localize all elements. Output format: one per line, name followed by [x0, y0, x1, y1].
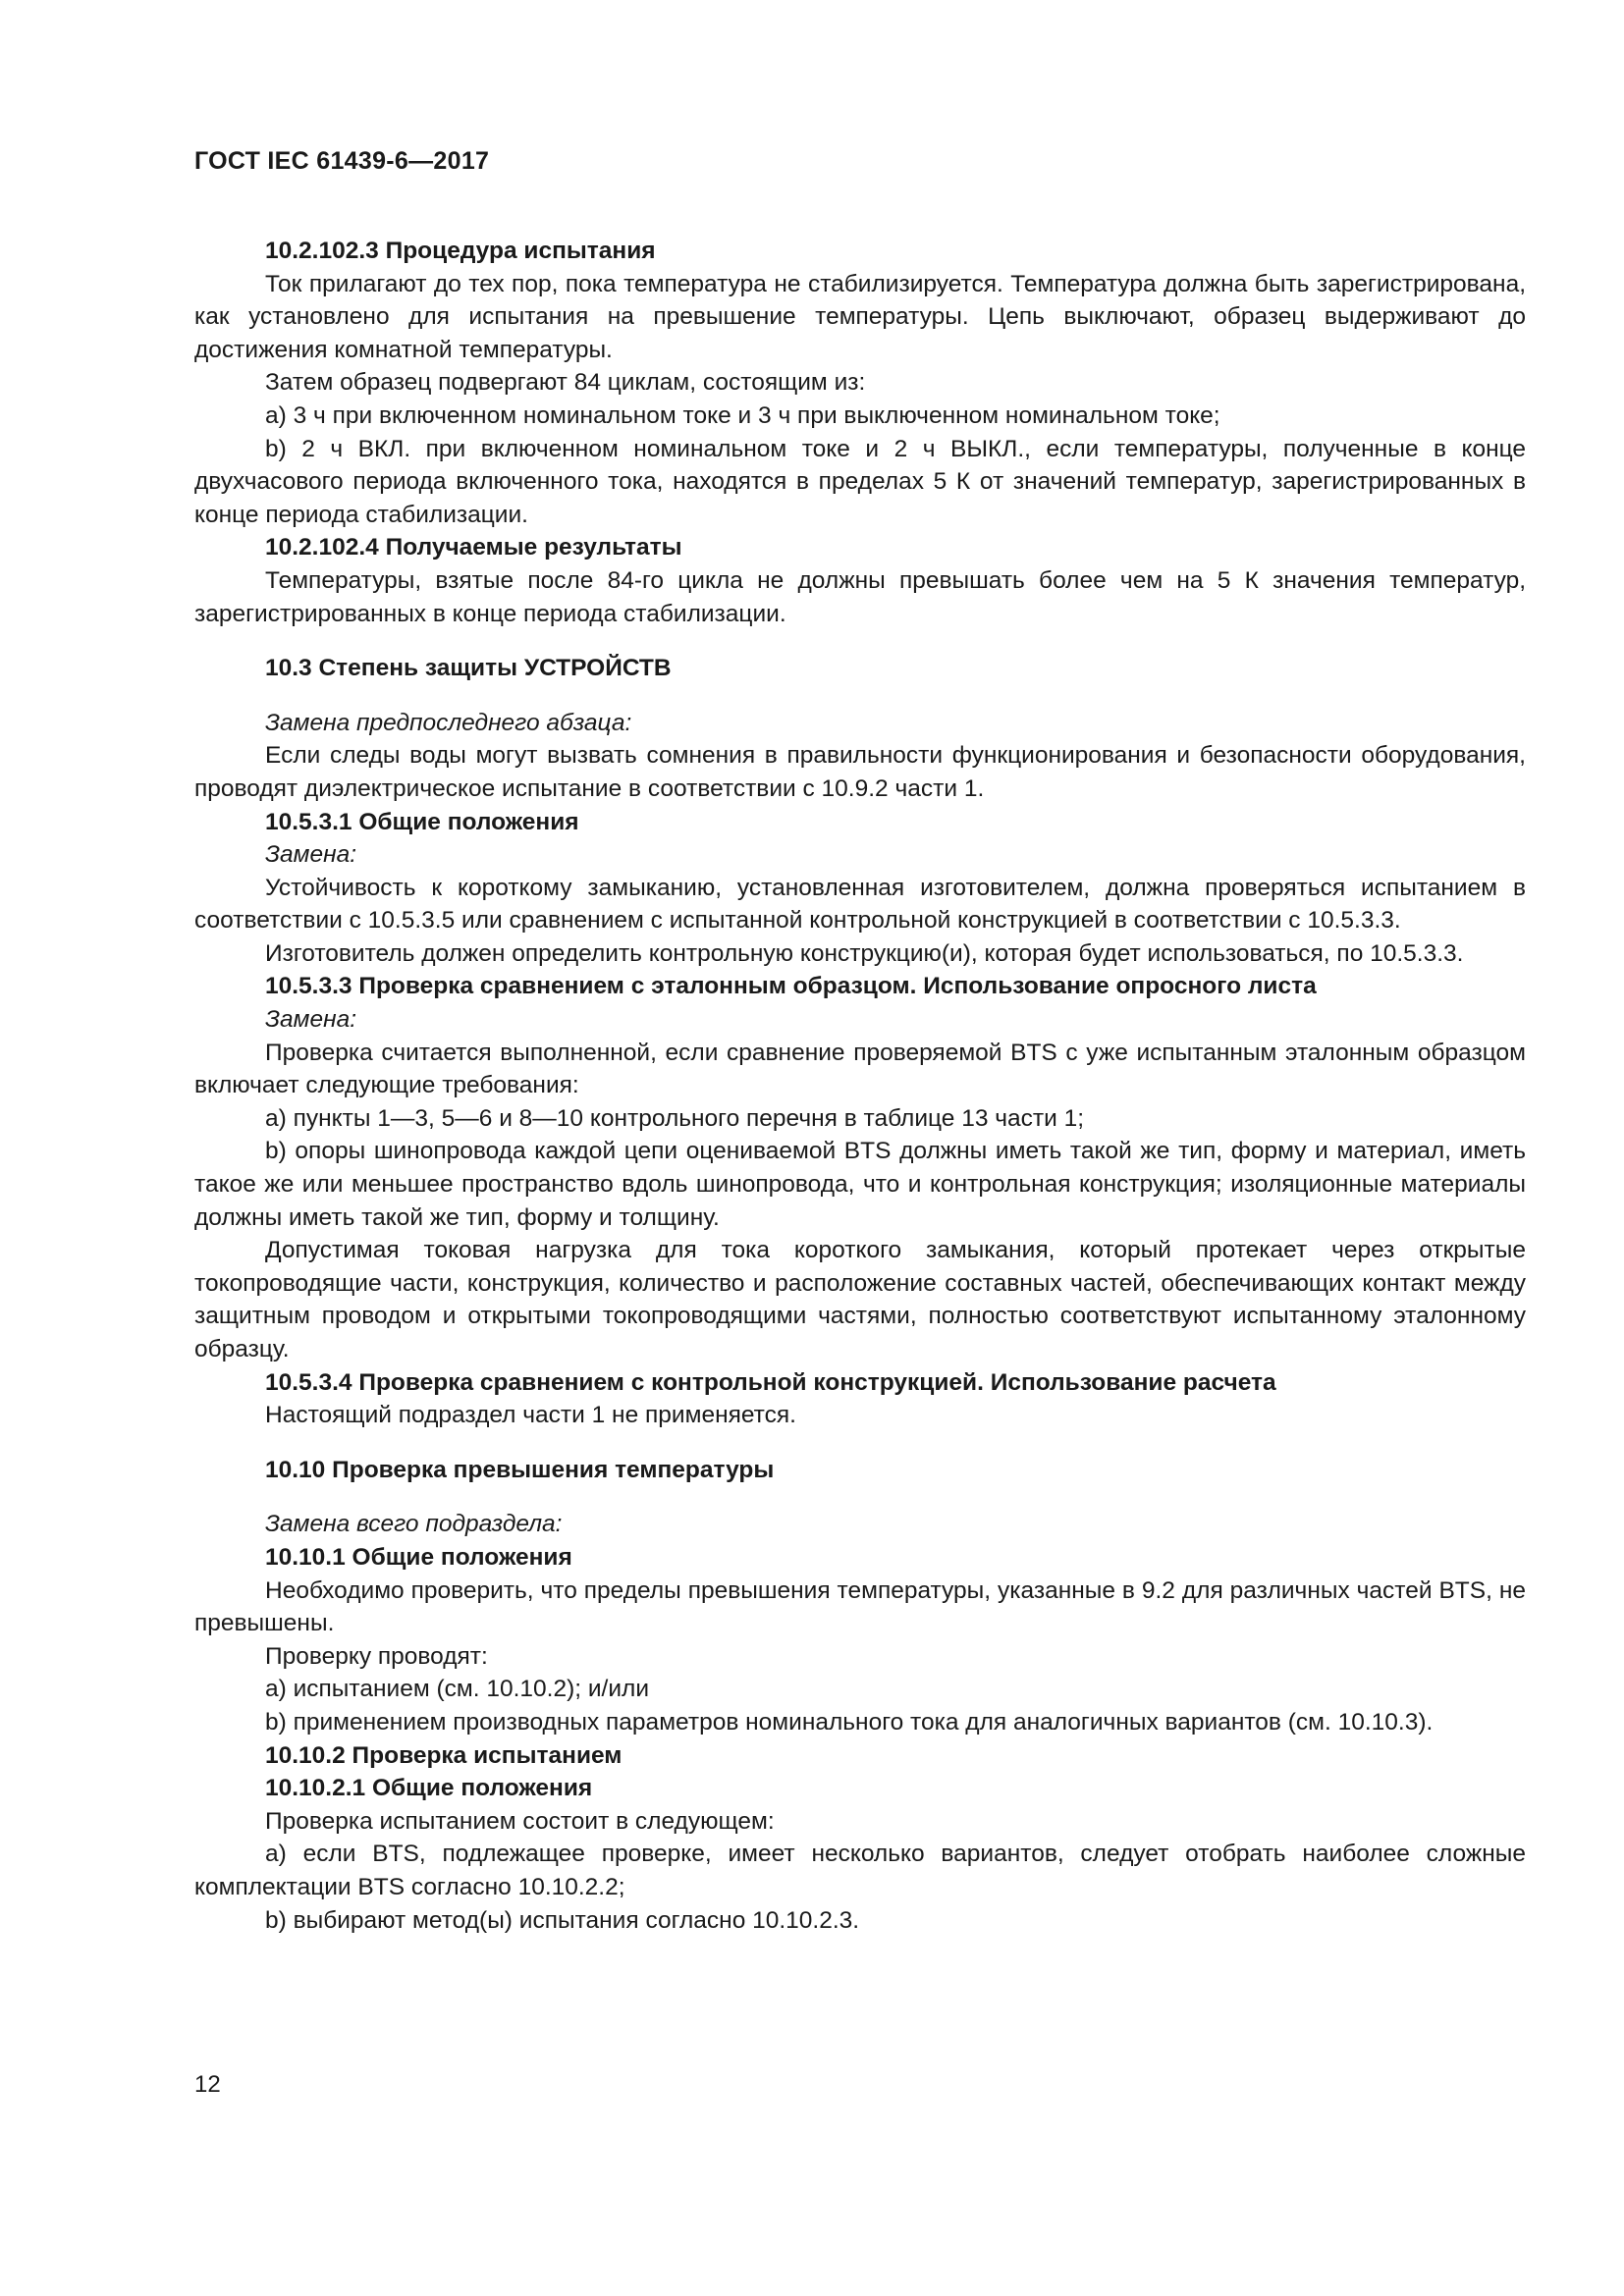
section-heading: 10.10 Проверка превышения температуры [265, 1456, 775, 1483]
clause-heading: 10.10.2 Проверка испытанием [265, 1741, 623, 1769]
clause-heading: 10.5.3.3 Проверка сравнением с эталонным образцом. Использование опросного листа [265, 973, 1317, 1000]
paragraph: Проверка испытанием состоит в следующем: [265, 1807, 775, 1835]
paragraph: Необходимо проверить, что пределы превышения температуры, указанные в 9.2 для различных частей BTS, не превышены. [194, 1576, 1526, 1637]
paragraph: Проверка считается выполненной, если сравнение проверяемой BTS с уже испытанным эталонным образцом включает следующие требования: [194, 1039, 1526, 1099]
paragraph: Допустимая токовая нагрузка для тока короткого замыкания, который протекает через открытые токопроводящие части, конструкция, количество и расположение составных частей, обеспечивающих контакт между защитным проводом и открытыми токопроводящими частями, полностью соответствуют испытанному эталонному образцу. [194, 1237, 1526, 1362]
paragraph: Температуры, взятые после 84-го цикла не должны превышать более чем на 5 К значения температур, зарегистрированных в конце периода стабилизации. [194, 566, 1526, 627]
paragraph: a) если BTS, подлежащее проверке, имеет несколько вариантов, следует отобрать наиболее сложные комплектации BTS согласно 10.10.2.2; [194, 1841, 1526, 1900]
paragraph: Проверку проводят: [265, 1642, 488, 1670]
clause-heading: 10.2.102.3 Процедура испытания [265, 238, 656, 264]
amendment-note: Замена всего подраздела: [265, 1511, 563, 1538]
paragraph: b) 2 ч ВКЛ. при включенном номинальном токе и 2 ч ВЫКЛ., если температуры, полученные в конце двухчасового периода включенного тока, находятся в пределах 5 К от значений температур, зарегистрированных в конце периода стабилизации. [194, 435, 1526, 528]
paragraph: a) испытанием (см. 10.10.2); и/или [265, 1676, 650, 1703]
paragraph: Изготовитель должен определить контрольную конструкцию(и), которая будет использоваться, по 10.5.3.3. [265, 939, 1464, 967]
amendment-note: Замена: [265, 1006, 356, 1034]
section-heading: 10.3 Степень защиты УСТРОЙСТВ [265, 655, 672, 682]
page-number: 12 [194, 2071, 221, 2098]
paragraph: b) применением производных параметров номинального тока для аналогичных вариантов (см. 10.10.3). [265, 1708, 1434, 1735]
paragraph: Устойчивость к короткому замыканию, установленная изготовителем, должна проверяться испытанием в соответствии с 10.5.3.5 или сравнением с испытанной контрольной конструкцией в соответствии с 10.5.3.3. [194, 874, 1526, 934]
paragraph: Настоящий подраздел части 1 не применяется. [265, 1402, 796, 1429]
clause-heading: 10.5.3.1 Общие положения [265, 808, 579, 835]
clause-heading: 10.2.102.4 Получаемые результаты [265, 534, 682, 561]
paragraph: a) пункты 1—3, 5—6 и 8—10 контрольного перечня в таблице 13 части 1; [265, 1104, 1085, 1132]
document-header-title: ГОСТ IEC 61439-6—2017 [194, 147, 490, 175]
paragraph: Ток прилагают до тех пор, пока температура не стабилизируется. Температура должна быть зарегистрирована, как установлено для испытания на превышение температуры. Цепь выключают, образец выдерживают до достижения комнатной температуры. [194, 270, 1526, 363]
clause-heading: 10.10.2.1 Общие положения [265, 1775, 593, 1802]
paragraph: b) выбирают метод(ы) испытания согласно 10.10.2.3. [265, 1906, 860, 1934]
document-body [194, 235, 1526, 1937]
document-page [194, 147, 1526, 1937]
paragraph: b) опоры шинопровода каждой цепи оцениваемой BTS должны иметь такой же тип, форму и материал, иметь такое же или меньшее пространство вдоль шинопровода, что и контрольная конструкция; изоляционные материалы должны иметь такой же тип, форму и толщину. [194, 1138, 1526, 1231]
paragraph: Если следы воды могут вызвать сомнения в правильности функционирования и безопасности оборудования, проводят диэлектрическое испытание в соответствии с 10.9.2 части 1. [194, 742, 1526, 802]
paragraph: a) 3 ч при включенном номинальном токе и 3 ч при выключенном номинальном токе; [265, 401, 1220, 429]
amendment-note: Замена: [265, 841, 356, 869]
clause-heading: 10.5.3.4 Проверка сравнением с контрольной конструкцией. Использование расчета [265, 1368, 1276, 1396]
clause-heading: 10.10.1 Общие положения [265, 1543, 572, 1571]
paragraph: Затем образец подвергают 84 циклам, состоящим из: [265, 369, 866, 397]
amendment-note: Замена предпоследнего абзаца: [265, 709, 632, 736]
